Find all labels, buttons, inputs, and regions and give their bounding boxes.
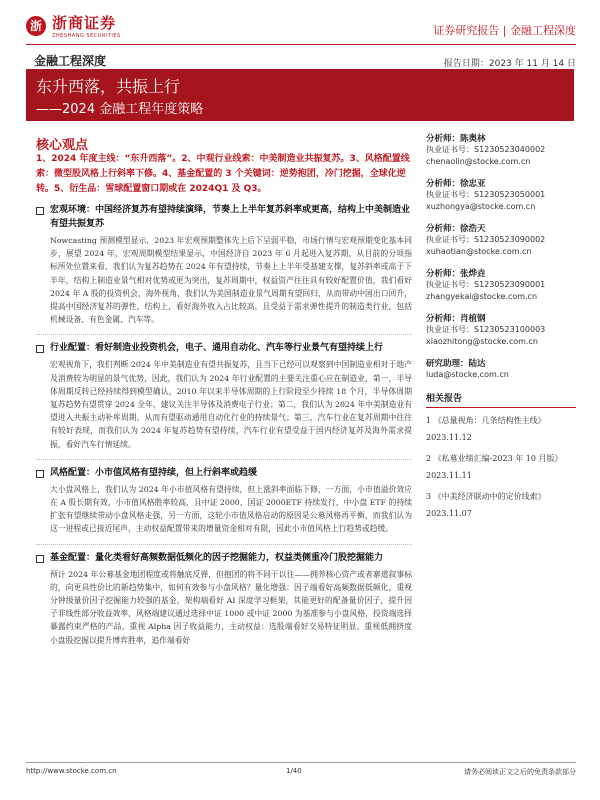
square-bullet-icon bbox=[36, 555, 44, 563]
analyst-cert: 执业证书号：S1230523090001 bbox=[426, 280, 546, 289]
section-body: 宏观视角下，我们判断 2024 年中美制造业有望共振复苏，且当下已经可以观察到中国制造业相对于地产及消费较为明显的景气优势，因此，我们认为 2024 年行业配置的主要关注重心应在制造业，第一，半导体周期反转已经持续得到模型确认，2010 年以来半导体周期的上行阶段至少持续 18 个月，半导体周期复苏趋势有望贯穿 2024 全年，建议关注半导体及消费电子行业；第二，我们认为 2024 年中美制造业有望进入共振主动补库周期，从而有望驱动通用自动化行业的持续景气；第三，汽车行业在复苏周期中往往有较好表现，而我们认为 2024 年复苏趋势有望持续，汽车行业有望受益于国内经济复苏及海外需求提振，看好汽车行情延续。 bbox=[50, 360, 412, 449]
analyst-name: 张烨垚 bbox=[460, 269, 486, 279]
analyst-email[interactable]: zhangyekai@stocke.com.cn bbox=[426, 292, 538, 301]
analyst-email[interactable]: xuzhongya@stocke.com.cn bbox=[426, 202, 536, 211]
assistant-name: 陆达 bbox=[468, 359, 486, 369]
related-report-item[interactable]: 3 《中美经济联动中的定价线索》 2023.11.07 bbox=[426, 492, 546, 518]
analyst-card bbox=[426, 132, 576, 168]
analyst-role: 分析师： bbox=[426, 224, 461, 234]
section-body: 预计 2024 年公募基金地团程度或将触底反弹，但抱团的将不同于以往——拥养核心资产或者寨道叙事标的，向更具性价比的新趋势集中，如何有效参与小盘风格？量化增强：因子端看好高频数据低频化，重视分钟级量价因子挖掘能力较强的基金，架构端看好 AI 深度学习框架，其能更好的配备量价因子，提升因子非线性部分收益效率，风格端建议通过选择中证 1000 或中证 2000 为基准参与小盘风格，投资端选择暴露约束严格的产品，重视 Alpha 因子收益能力，主动权益：选股端看好交易特征明显、重视低拥挤度小盘股挖掘以提升博弈胜率，追作端看好 bbox=[50, 569, 412, 645]
related-reports-heading: 相关报告 bbox=[426, 391, 576, 408]
logo-mark-icon: 浙 bbox=[26, 16, 46, 36]
analyst-role: 分析师： bbox=[426, 269, 461, 279]
analyst-email[interactable]: xuhaotian@stocke.com.cn bbox=[426, 247, 532, 256]
main-column bbox=[36, 152, 412, 655]
analyst-cert: 执业证书号：S1230523100003 bbox=[426, 325, 546, 334]
analyst-cert: 执业证书号：S1230523090002 bbox=[426, 235, 546, 244]
analyst-card bbox=[426, 177, 576, 213]
header-divider bbox=[26, 44, 576, 45]
analyst-name: 陈奥林 bbox=[460, 134, 486, 144]
assistant-card bbox=[426, 357, 576, 381]
section-industry bbox=[36, 341, 412, 450]
section-heading: 基金配置：量化类看好高频数据低频化的因子挖掘能力，权益类侧重冷门股挖掘能力 bbox=[50, 552, 384, 563]
section-divider bbox=[36, 544, 412, 545]
title-band bbox=[26, 69, 574, 121]
assistant-role: 研究助理： bbox=[426, 359, 469, 369]
report-date: 报告日期：2023 年 11 月 14 日 bbox=[443, 59, 576, 69]
report-title: 东升西落，共振上行 bbox=[36, 77, 181, 96]
section-body: 大小盘风格上，我们认为 2024 年小市值风格有望持续，但上涨斜率面临下修，一方面，小市值溢价效应在 A 股长期有效，小市值风格胜率较高，且中证 2000、国证 2000ETF 持续发行，中小盘 ETF 的持续扩张有望继续带动小盘风格走强，另一方面，这轮小市值风格启动的原因是公募风格再平衡，而我们认为这一进程或已接近尾声，主动权益配置带来的增量资金相对有限，因此小市值风格上行趋势或趋缓。 bbox=[50, 484, 412, 534]
section-heading: 行业配置：看好制造业投资机会，电子、通用自动化、汽车等行业景气有望持续上行 bbox=[50, 343, 384, 354]
analyst-cert: 执业证书号：S1230523050001 bbox=[426, 190, 546, 199]
section-heading: 风格配置：小市值风格有望持续，但上行斜率或趋缓 bbox=[50, 467, 258, 478]
analyst-email[interactable]: xiaozhitong@stocke.com.cn bbox=[426, 337, 538, 346]
analyst-card bbox=[426, 312, 576, 348]
section-macro bbox=[36, 203, 412, 326]
section-body: Nowcasting 预测模型显示，2023 年宏观预期整体先上后下呈弱平稳，市场行情与宏观预期变化基本同步，展望 2024 年，宏观周期模型结果显示，中国经济自 2023 年 6 月起进入复苏期，从目前的分项指标所处位置来看，我们认为复苏趋势在 2024 年有望持续，节奏上上半年受基建支撑，复苏斜率或高于下半年，结构上制造业景气相对优势或更为突出，复苏周期中，权益资产往往具有较好配置价值，我们看好 2024 年 A 股的投资机会，海外视角，我们认为美国制造业景气周期有望回归，从而带动中国出口回升，提高中国经济复苏的弹性，结构上，看好海外收入占比较高，且受益于需求弹性提升的制造类行业，包括机械设备、有色金属、汽车等。 bbox=[50, 236, 412, 325]
section-heading: 宏观环境：中国经济复苏有望持续演绎，节奏上上半年复苏斜率或更高，结构上中美制造业有望共振复苏 bbox=[50, 205, 411, 229]
footer-url[interactable]: http://www.stocke.com.cn bbox=[26, 767, 117, 775]
section-fund bbox=[36, 551, 412, 647]
page-header bbox=[0, 0, 600, 58]
analyst-cert: 执业证书号：S1230523040002 bbox=[426, 145, 546, 154]
section-tag: 金融工程深度 bbox=[34, 54, 107, 68]
report-subtitle: ——2024 金融工程年度策略 bbox=[36, 102, 204, 117]
related-report-item[interactable]: 1 《总量视角：几条结构性主线》 2023.11.12 bbox=[426, 416, 546, 442]
section-divider bbox=[36, 334, 412, 335]
company-logo bbox=[26, 12, 121, 39]
section-divider bbox=[36, 459, 412, 460]
analyst-name: 肖植钢 bbox=[460, 314, 486, 324]
analyst-card bbox=[426, 267, 576, 303]
logo-name-en: ZHESHANG SECURITIES bbox=[52, 33, 121, 39]
square-bullet-icon bbox=[36, 207, 44, 215]
related-report-item[interactable]: 2 《私募业绩汇编-2023 年 10 月版》 2023.11.11 bbox=[426, 454, 563, 480]
summary-text: 1、2024 年度主线：“东升西落”。2、中观行业线索：中美制造业共振复苏。3、风格配置线索：微型股风格上行斜率下修。4、基金配置的 3 个关键词：逆势抱团，冷门挖掘，全球化逆转。5、衍生品：雪球配置窗口期或在 2024Q1 及 Q3。 bbox=[36, 154, 410, 194]
sidebar bbox=[426, 132, 576, 522]
analyst-email[interactable]: chenaolin@stocke.com.cn bbox=[426, 157, 531, 166]
square-bullet-icon bbox=[36, 345, 44, 353]
page-number: 1/40 bbox=[286, 767, 302, 775]
footer-divider bbox=[26, 762, 576, 763]
analyst-role: 分析师： bbox=[426, 179, 461, 189]
analyst-name: 徐忠亚 bbox=[460, 179, 486, 189]
report-type: 证券研究报告 | 金融工程深度 bbox=[433, 24, 576, 37]
core-views-heading: 核心观点 bbox=[36, 138, 89, 153]
logo-name-cn: 浙商证券 bbox=[52, 14, 117, 32]
footer-disclaimer: 请务必阅读正文之后的免责条款部分 bbox=[464, 768, 576, 776]
analyst-role: 分析师： bbox=[426, 134, 461, 144]
square-bullet-icon bbox=[36, 470, 44, 478]
section-style bbox=[36, 466, 412, 536]
analyst-card bbox=[426, 222, 576, 258]
analyst-role: 分析师： bbox=[426, 314, 461, 324]
analyst-name: 徐浩天 bbox=[460, 224, 486, 234]
assistant-email[interactable]: luda@stocke.com.cn bbox=[426, 370, 509, 379]
